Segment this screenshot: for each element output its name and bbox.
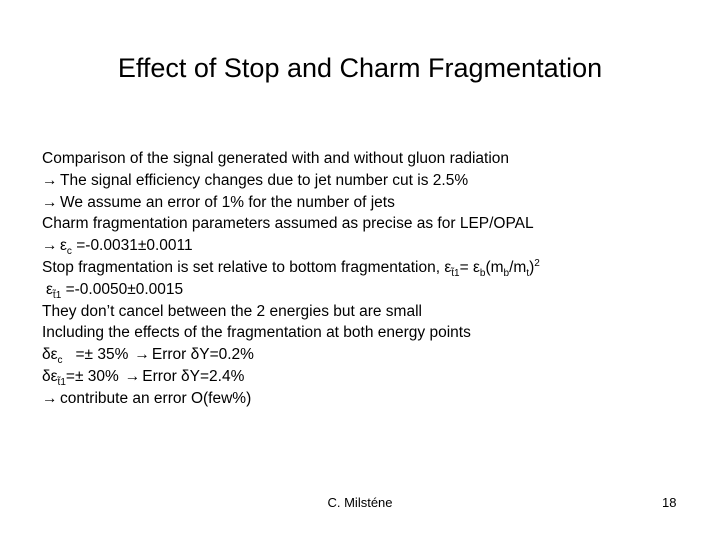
slide-title: Effect of Stop and Charm Fragmentation bbox=[117, 53, 603, 83]
arrow-right-icon: → bbox=[42, 193, 58, 211]
line-stop-error bbox=[42, 366, 702, 388]
line-charm-epsilon bbox=[42, 235, 702, 257]
subscript: c bbox=[66, 246, 72, 258]
slide-body bbox=[42, 148, 702, 410]
subscript: c bbox=[57, 355, 63, 367]
formula-text: ) bbox=[529, 258, 535, 276]
subscript: t̃1 bbox=[57, 377, 66, 389]
subscript: b bbox=[503, 268, 510, 280]
line-text: Including the effects of the fragmentation at both energy points bbox=[42, 324, 471, 342]
delta-epsilon-symbol: δε bbox=[42, 346, 58, 364]
epsilon-symbol: ε bbox=[60, 237, 67, 255]
subscript: t̃1 bbox=[52, 289, 62, 301]
line-text: Stop fragmentation is set relative to bottom fragmentation, ε bbox=[42, 258, 452, 276]
arrow-right-icon: → bbox=[124, 367, 141, 385]
formula-text: (m bbox=[485, 258, 504, 276]
line-comparison bbox=[42, 148, 702, 170]
page-number: 18 bbox=[662, 495, 677, 510]
line-charm-parameters bbox=[42, 213, 702, 235]
epsilon-symbol: ε bbox=[46, 280, 53, 298]
line-charm-error bbox=[42, 344, 702, 366]
value-text: =-0.0031±0.0011 bbox=[71, 237, 193, 255]
delta-epsilon-symbol: δε bbox=[42, 367, 58, 385]
arrow-right-icon: → bbox=[42, 237, 58, 255]
arrow-right-icon: → bbox=[42, 389, 58, 407]
line-text: Comparison of the signal generated with and without gluon radiation bbox=[42, 150, 510, 167]
value-text: =-0.0050±0.0015 bbox=[61, 280, 184, 298]
line-text: We assume an error of 1% for the number of jets bbox=[60, 193, 395, 211]
error-text: Error δY=0.2% bbox=[151, 346, 254, 364]
value-text: =± 30% bbox=[65, 367, 119, 385]
line-stop-epsilon bbox=[42, 279, 702, 301]
line-text: Charm fragmentation parameters assumed as precise as for LEP/OPAL bbox=[42, 215, 534, 233]
line-contribute bbox=[42, 388, 702, 410]
line-text: They don’t cancel between the 2 energies but are small bbox=[42, 302, 422, 320]
line-signal-efficiency bbox=[42, 170, 702, 192]
line-text: The signal efficiency changes due to jet number cut is 2.5% bbox=[60, 171, 469, 189]
value-text: =± 35% bbox=[62, 346, 129, 364]
arrow-right-icon: → bbox=[134, 346, 150, 364]
arrow-right-icon: → bbox=[42, 171, 58, 189]
line-jet-error bbox=[42, 192, 702, 214]
error-text: Error δY=2.4% bbox=[142, 367, 245, 385]
footer-author: C. Milsténe bbox=[327, 495, 393, 510]
formula-text: /m bbox=[509, 258, 527, 276]
line-text: contribute an error O(few%) bbox=[60, 389, 252, 407]
line-including-effects bbox=[42, 322, 702, 344]
line-cancel bbox=[42, 301, 702, 323]
equals-text: = ε bbox=[459, 258, 480, 276]
subscript: t bbox=[526, 268, 530, 280]
subscript: t̃1 bbox=[451, 268, 460, 280]
superscript: 2 bbox=[534, 257, 540, 269]
line-stop-fragmentation bbox=[42, 257, 702, 279]
subscript: b bbox=[479, 268, 486, 280]
